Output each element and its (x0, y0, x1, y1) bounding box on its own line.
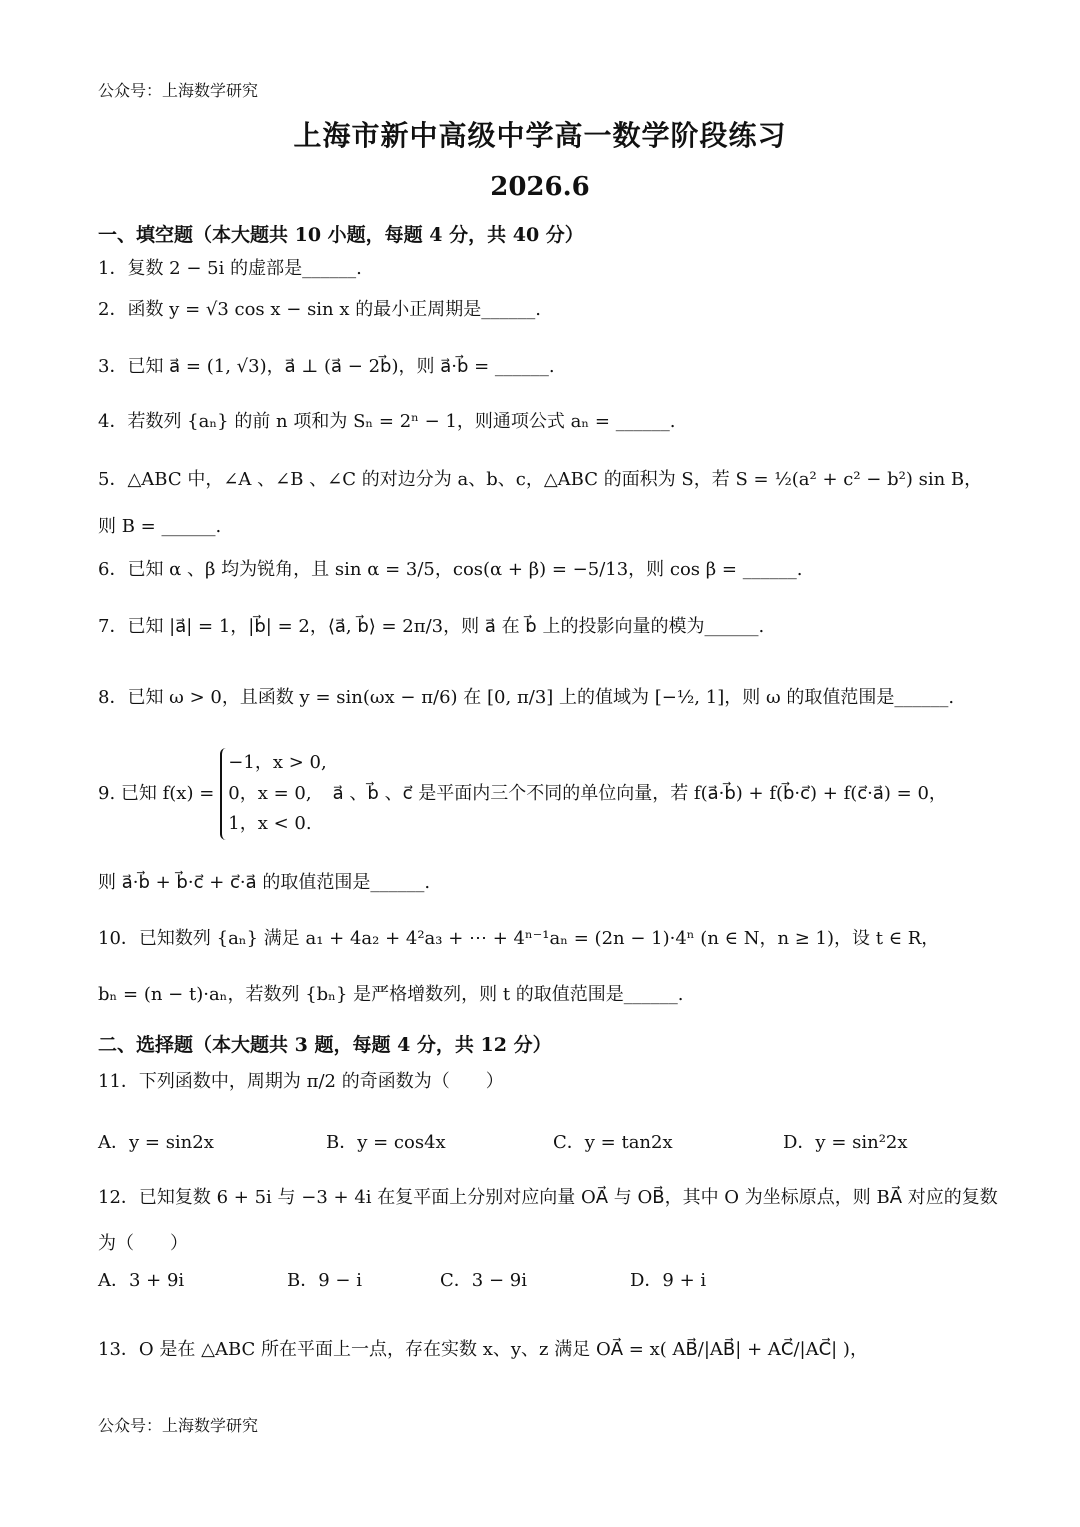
question-5: 5．△ABC 中，∠A 、∠B 、∠C 的对边分为 a、b、c，△ABC 的面积为 S，若 S = ½(a² + c² − b²) sin B， (98, 469, 983, 490)
question-10-continued: bₙ = (n − t)·aₙ，若数列 {bₙ} 是严格增数列，则 t 的取值范围是______. (98, 984, 684, 1005)
header-source: 公众号：上海数学研究 (98, 81, 259, 100)
section-fill-blank-heading: 一、填空题（本大题共 10 小题，每题 4 分，共 40 分） (98, 224, 584, 246)
q12-option-a: A．3 + 9i (98, 1270, 185, 1291)
q11-option-a: A．y = sin2x (98, 1132, 214, 1153)
question-1: 1．复数 2 − 5i 的虚部是______. (98, 258, 362, 279)
question-9-piecewise (220, 748, 326, 840)
q11-option-b: B．y = cos4x (326, 1132, 446, 1153)
page-title: 上海市新中高级中学高一数学阶段练习 (293, 119, 787, 152)
question-9-case-1: −1，x > 0, (228, 752, 327, 773)
question-7: 7．已知 |a⃗| = 1，|b⃗| = 2，⟨a⃗, b⃗⟩ = 2π/3，则 a⃗ 在 b⃗ 上的投影向量的模为______. (98, 616, 765, 637)
q11-option-d: D．y = sin²2x (783, 1132, 908, 1153)
q12-option-d: D．9 + i (630, 1270, 707, 1291)
question-9-intro: 9. 已知 f(x) = (98, 783, 215, 805)
q12-option-b: B．9 − i (287, 1270, 362, 1291)
question-4: 4．若数列 {aₙ} 的前 n 项和为 Sₙ = 2ⁿ − 1，则通项公式 aₙ = ______. (98, 411, 676, 432)
question-9-answer: 则 a⃗·b⃗ + b⃗·c⃗ + c⃗·a⃗ 的取值范围是______. (98, 872, 431, 893)
q11-option-c: C．y = tan2x (553, 1132, 673, 1153)
question-11: 11．下列函数中，周期为 π/2 的奇函数为（ ） (98, 1071, 504, 1092)
question-12-continued: 为（ ） (98, 1233, 188, 1254)
question-6: 6．已知 α 、β 均为锐角，且 sin α = 3/5，cos(α + β) = −5/13，则 cos β = ______. (98, 559, 803, 580)
question-9 (98, 748, 984, 840)
section-choice-heading: 二、选择题（本大题共 3 题，每题 4 分，共 12 分） (98, 1034, 552, 1056)
question-9-condition: a⃗ 、b⃗ 、c⃗ 是平面内三个不同的单位向量，若 f(a⃗·b⃗) + f(b⃗·c⃗) + f(c⃗·a⃗) = 0， (332, 783, 947, 805)
question-10: 10．已知数列 {aₙ} 满足 a₁ + 4a₂ + 4²a₃ + ⋯ + 4ⁿ⁻¹aₙ = (2n − 1)·4ⁿ (n ∈ N，n ≥ 1)，设 t ∈ R， (98, 928, 940, 949)
question-12: 12．已知复数 6 + 5i 与 −3 + 4i 在复平面上分别对应向量 OA⃗ 与 OB⃗，其中 O 为坐标原点，则 BA⃗ 对应的复数 (98, 1187, 998, 1208)
exam-date: 2026.6 (490, 172, 590, 202)
question-9-case-2: 0，x = 0, (228, 782, 312, 804)
footer-source: 公众号：上海数学研究 (98, 1416, 259, 1435)
question-3: 3．已知 a⃗ = (1, √3)，a⃗ ⊥ (a⃗ − 2b⃗)，则 a⃗·b⃗ = ______. (98, 356, 555, 377)
q12-option-c: C．3 − 9i (440, 1270, 527, 1291)
question-13: 13．O 是在 △ABC 所在平面上一点，存在实数 x、y、z 满足 OA⃗ = x( AB⃗/|AB⃗| + AC⃗/|AC⃗| )， (98, 1339, 868, 1360)
question-8: 8．已知 ω > 0，且函数 y = sin(ωx − π/6) 在 [0, π/3] 上的值域为 [−½, 1]，则 ω 的取值范围是______. (98, 687, 955, 708)
question-9-case-3: 1，x < 0. (228, 813, 312, 835)
question-2: 2．函数 y = √3 cos x − sin x 的最小正周期是______. (98, 299, 541, 320)
question-5-answer: 则 B = ______. (98, 516, 222, 537)
